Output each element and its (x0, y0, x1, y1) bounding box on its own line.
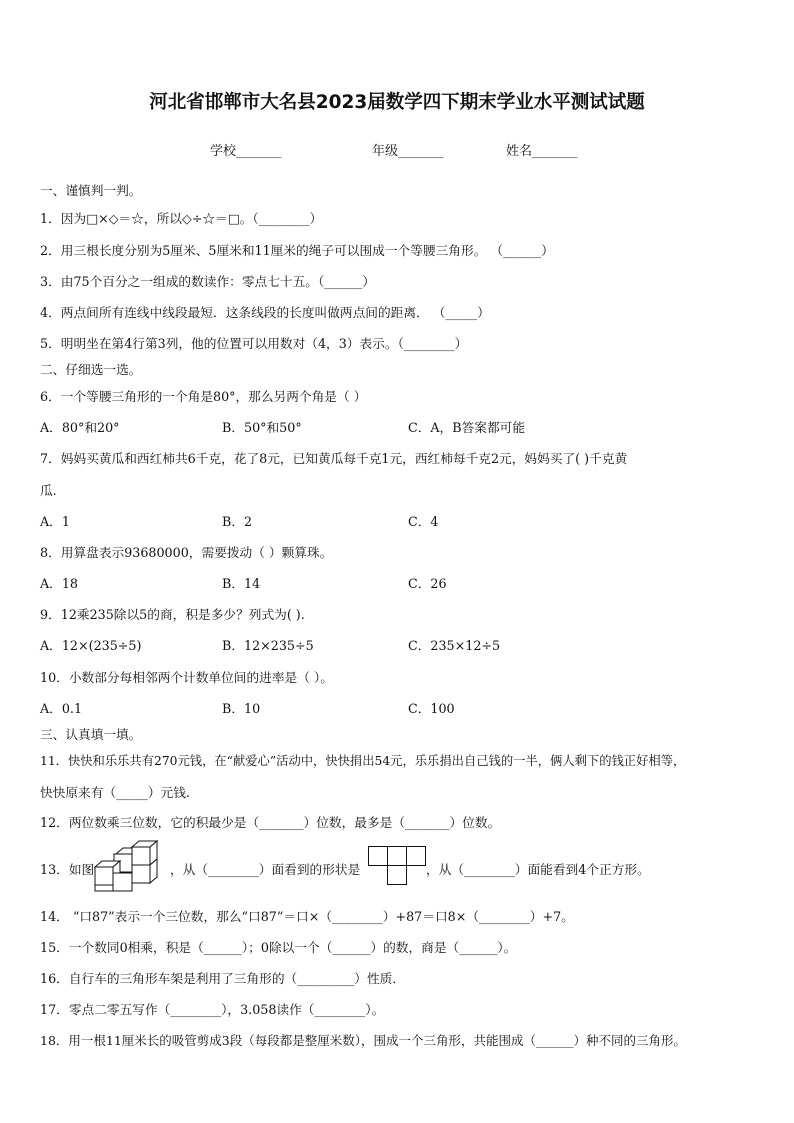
question-8: 8．用算盘表示93680000，需要拨动（ ）颗算珠。 (40, 545, 333, 560)
section-1-heading: 一、谨慎判一判。 (40, 183, 142, 198)
q10-option-b: B．10 (222, 701, 261, 716)
question-10: 10．小数部分每相邻两个计数单位间的进率是（ ）。 (40, 670, 333, 685)
question-11: 11．快快和乐乐共有270元钱，在“献爱心”活动中，快快捐出54元，乐乐捐出自己钱的一半，俩人剩下的钱正好相等， (40, 754, 686, 768)
q6-option-a: A．80°和20° (40, 420, 120, 435)
name-field: 姓名_______ (506, 144, 578, 159)
question-18: 18．用一根11厘米长的吸管剪成3段（每段都是整厘米数），围成一个三角形，共能围成（______）种不同的三角形。 (40, 1033, 687, 1048)
grade-field: 年级_______ (372, 144, 444, 159)
question-12: 12．两位数乘三位数，它的积最少是（_______）位数，最多是（_______）位数。 (40, 815, 501, 830)
question-16: 16．自行车的三角形车架是利用了三角形的（_________）性质． (40, 971, 406, 986)
exam-title: 河北省邯郸市大名县2023届数学四下期末学业水平测试试题 (149, 92, 645, 113)
view-shape-figure (368, 846, 426, 886)
q10-option-a: A．0.1 (40, 701, 83, 716)
q9-option-b: B．12×235÷5 (222, 638, 314, 653)
question-5: 5．明明坐在第4行第3列，他的位置可以用数对（4，3）表示。（________） (40, 336, 468, 351)
question-9: 9．12乘235除以5的商，积是多少？列式为( ). (40, 607, 305, 622)
school-field: 学校_______ (210, 144, 282, 159)
cube-stack-figure (92, 840, 160, 894)
question-4: 4．两点间所有连线中线段最短．这条线段的长度叫做两点间的距离． （_____） (40, 305, 490, 320)
section-3-heading: 三、认真填一填。 (40, 727, 142, 742)
q8-option-a: A．18 (40, 576, 78, 591)
q9-option-a: A．12×(235÷5) (40, 638, 142, 653)
question-13-suffix: ，从（________）面能看到4个正方形。 (426, 862, 650, 877)
question-11-continued: 快快原来有（_____）元钱. (40, 785, 190, 800)
question-2: 2．用三根长度分别为5厘米、5厘米和11厘米的绳子可以围成一个等腰三角形。 （______） (40, 243, 554, 258)
question-13-middle: ，从（________）面看到的形状是 (170, 862, 361, 877)
question-6: 6．一个等腰三角形的一个角是80°，那么另两个角是（ ） (40, 389, 367, 404)
q7-option-c: C．4 (408, 514, 439, 529)
q8-option-b: B．14 (222, 576, 261, 591)
q8-option-c: C．26 (408, 576, 447, 591)
q6-option-b: B．50°和50° (222, 420, 302, 435)
question-17: 17．零点二零五写作（________），3.058读作（________）。 (40, 1002, 385, 1017)
question-7-continued: 瓜. (40, 483, 57, 498)
question-13-prefix: 13．如图 (40, 862, 95, 877)
question-7: 7．妈妈买黄瓜和西红柿共6千克，花了8元，已知黄瓜每千克1元，西红柿每千克2元，妈妈买了( )千克黄 (40, 451, 628, 466)
question-3: 3．由75个百分之一组成的数读作：零点七十五。（______） (40, 274, 376, 289)
q6-option-c: C．A，B答案都可能 (408, 420, 526, 435)
question-1: 1．因为□×◇＝☆，所以◇÷☆＝□。（________） (40, 211, 323, 226)
q9-option-c: C．235×12÷5 (408, 638, 501, 653)
question-14: 14． “口87”表示一个三位数，那么“口87”＝口×（________）+87＝口8×（________）+7。 (40, 909, 574, 924)
q7-option-a: A．1 (40, 514, 70, 529)
section-2-heading: 二、仔细选一选。 (40, 362, 142, 377)
question-15: 15．一个数同0相乘，积是（______）；0除以一个（______）的数，商是（______）。 (40, 940, 517, 955)
q10-option-c: C．100 (408, 701, 455, 716)
q7-option-b: B．2 (222, 514, 253, 529)
